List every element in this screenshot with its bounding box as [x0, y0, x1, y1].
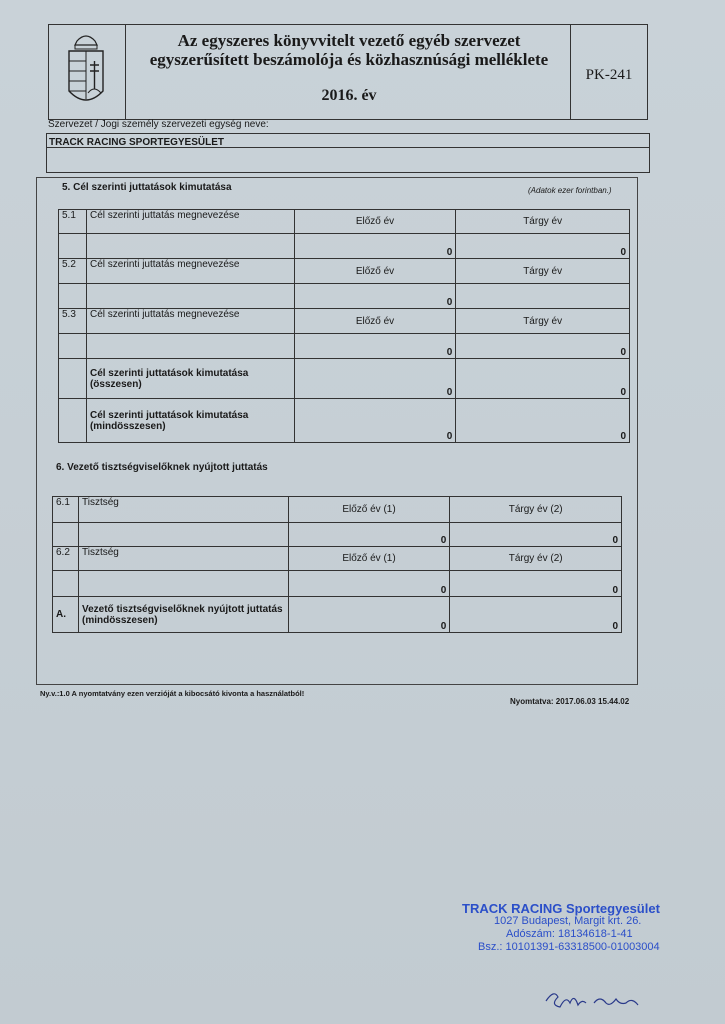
curr-year-value: 0: [456, 334, 630, 359]
curr-year-value: [456, 284, 630, 309]
prev-year-value: 0: [288, 523, 450, 547]
grand-total-label: Cél szerinti juttatások kimutatása (mindösszesen): [86, 399, 294, 443]
table-row: [59, 259, 630, 284]
curr-year-value: 0: [450, 597, 622, 633]
stamp-name: TRACK RACING Sportegyesület: [462, 901, 660, 916]
table-row: [53, 523, 622, 547]
total-label: Cél szerinti juttatások kimutatása (összesen): [86, 359, 294, 399]
table-row: [53, 571, 622, 597]
row-label: Tisztség: [78, 497, 288, 523]
section5-title: 5. Cél szerinti juttatások kimutatása: [62, 182, 232, 193]
org-divider: [47, 147, 649, 148]
table-row: [53, 497, 622, 523]
curr-year-value: 0: [456, 399, 630, 443]
table-row: [59, 309, 630, 334]
prev-year-header: Előző év: [294, 259, 456, 284]
print-timestamp: Nyomtatva: 2017.06.03 15.44.02: [510, 697, 630, 706]
prev-year-header: Előző év (1): [288, 497, 450, 523]
prev-year-header: Előző év (1): [288, 547, 450, 571]
prev-year-header: Előző év: [294, 309, 456, 334]
title-line-1: Az egyszeres könyvvitelt vezető egyéb szervezet: [177, 31, 521, 50]
table-row: [53, 597, 622, 633]
row-label: Cél szerinti juttatás megnevezése: [86, 259, 294, 284]
row-number: A.: [53, 597, 79, 633]
row-number: 5.2: [59, 259, 87, 284]
curr-year-value: 0: [456, 234, 630, 259]
row-label: Tisztség: [78, 547, 288, 571]
stamp-bank-account: Bsz.: 10101391-63318500-01003004: [478, 941, 660, 953]
table-row: [59, 399, 630, 443]
stamp-tax-number: Adószám: 18134618-1-41: [506, 928, 633, 940]
grand-total-label: Vezető tisztségviselőknek nyújtott juttatás (mindösszesen): [78, 597, 288, 633]
org-name-label: Szervezet / Jogi személy szervezeti egység neve:: [48, 119, 269, 130]
row-number: 6.1: [53, 497, 79, 523]
curr-year-value: 0: [450, 571, 622, 597]
version-note: Ny.v.:1.0 A nyomtatvány ezen verzióját a kibocsátó kivonta a használatból!: [40, 689, 305, 698]
prev-year-value: 0: [294, 359, 456, 399]
prev-year-header: Előző év: [294, 210, 456, 234]
row-number: 5.1: [59, 210, 87, 234]
table-row: [59, 359, 630, 399]
section5-table: [58, 209, 630, 443]
hungary-coat-of-arms-icon: [63, 31, 109, 113]
title-line-2: egyszerűsített beszámolója és közhasznúsági melléklete: [149, 50, 549, 69]
section6-title: 6. Vezető tisztségviselőknek nyújtott juttatás: [56, 462, 268, 473]
section6-table: [52, 496, 622, 633]
form-code-cell: [570, 25, 647, 119]
curr-year-header: Tárgy év: [456, 210, 630, 234]
table-row: [59, 210, 630, 234]
curr-year-value: 0: [456, 359, 630, 399]
table-row: [59, 284, 630, 309]
prev-year-value: 0: [294, 234, 456, 259]
org-name-box: [46, 133, 650, 173]
prev-year-value: 0: [288, 571, 450, 597]
row-number: 5.3: [59, 309, 87, 334]
curr-year-header: Tárgy év (2): [450, 547, 622, 571]
stamp-address: 1027 Budapest, Margit krt. 26.: [494, 915, 642, 927]
curr-year-header: Tárgy év (2): [450, 497, 622, 523]
form-header: [48, 24, 648, 120]
form-title: [129, 31, 569, 69]
table-row: [53, 547, 622, 571]
prev-year-value: 0: [294, 399, 456, 443]
row-label: Cél szerinti juttatás megnevezése: [86, 309, 294, 334]
company-stamp: [462, 902, 660, 954]
curr-year-header: Tárgy év: [456, 309, 630, 334]
unit-note: (Adatok ezer forintban.): [528, 186, 612, 195]
crest-cell: [49, 25, 126, 119]
row-number: 6.2: [53, 547, 79, 571]
prev-year-value: 0: [294, 334, 456, 359]
table-row: [59, 234, 630, 259]
prev-year-value: 0: [294, 284, 456, 309]
report-year: 2016. év: [321, 87, 377, 104]
row-label: Cél szerinti juttatás megnevezése: [86, 210, 294, 234]
handwritten-signature: [540, 985, 650, 1015]
curr-year-header: Tárgy év: [456, 259, 630, 284]
org-name-value: TRACK RACING SPORTEGYESÜLET: [49, 137, 225, 148]
table-row: [59, 334, 630, 359]
form-code: PK-241: [585, 67, 633, 83]
prev-year-value: 0: [288, 597, 450, 633]
curr-year-value: 0: [450, 523, 622, 547]
